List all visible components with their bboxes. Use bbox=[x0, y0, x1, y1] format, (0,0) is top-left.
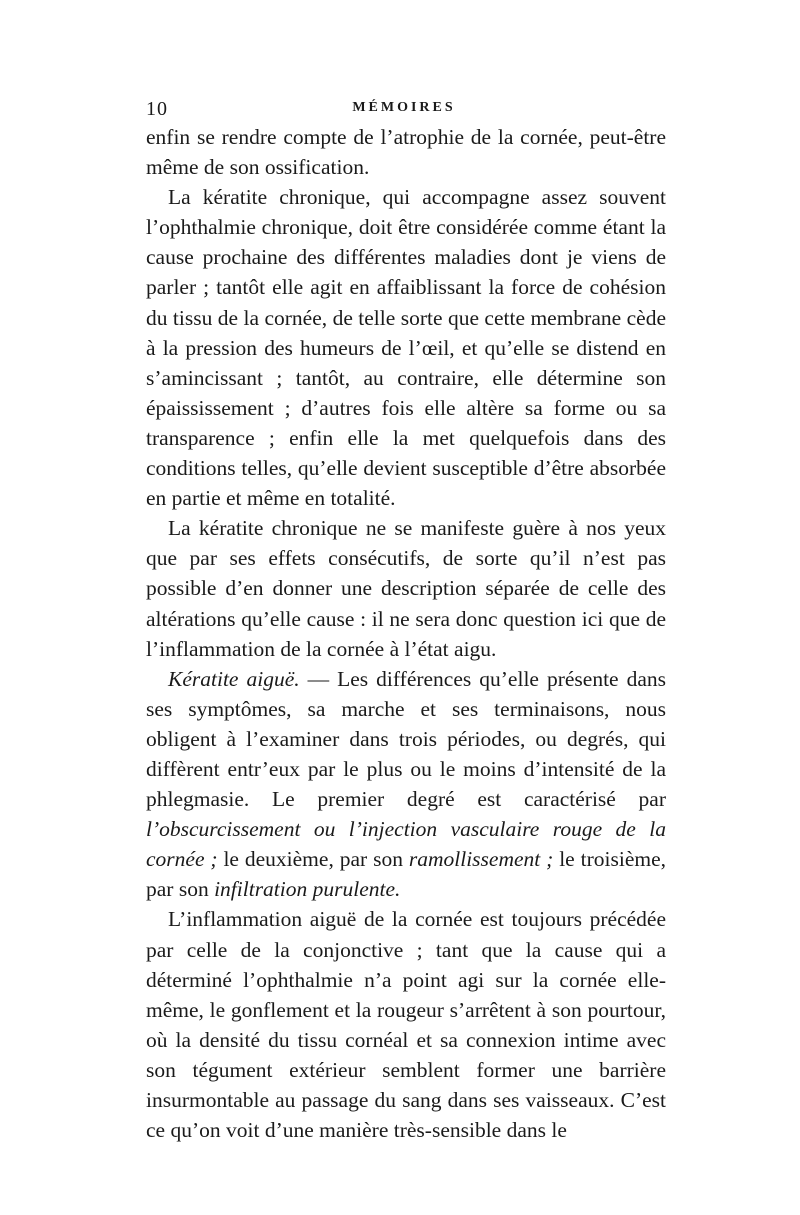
page-number: 10 bbox=[146, 98, 168, 120]
paragraph-4-text-c: le troisième, par son bbox=[146, 847, 667, 902]
paragraph-5: L’inflammation aiguë de la cornée est toujours précédée par celle de la conjonctive ; tant que la cause qui a déterminé l’ophthalmie n’a point agi sur la cornée elle-même, le gonflement et la rougeur s’arrêtent à son pourtour, où la densité du tissu cornéal et sa connexion intime avec son tégument extérieur semblent former une barrière insurmontable au passage du sang dans ses vaisseaux. C’est ce qu’on voit d’une manière très-sensible dans le bbox=[146, 907, 666, 1143]
section-title: Kératite aiguë. bbox=[168, 666, 300, 691]
body-text bbox=[146, 122, 666, 1145]
paragraph-2: La kératite chronique, qui accompagne assez souvent l’ophthalmie chronique, doit être considérée comme étant la cause prochaine des différentes maladies dont je viens de parler ; tantôt elle agit en affaiblissant la force de cohésion du tissu de la cornée, de telle sorte que cette membrane cède à la pression des humeurs de l’œil, et qu’elle se distend en s’amincissant ; tantôt, au contraire, elle détermine son épaississement ; d’autres fois elle altère sa forme ou sa transparence ; enfin elle la met quelquefois dans des conditions telles, qu’elle devient susceptible d’être absorbée en partie et même en totalité. bbox=[146, 185, 666, 511]
running-head: MÉMOIRES bbox=[352, 100, 456, 115]
paragraph-4-text-b: le deuxième, par son bbox=[217, 847, 409, 872]
paragraph-4-text-a: — Les différences qu’elle présente dans ses symptômes, sa marche et ses terminaisons, nous obligent à l’examiner dans trois périodes, ou degrés, qui diffèrent entr’eux par le plus ou le moins d’intensité de la phlegmasie. Le premier degré est caractérisé par bbox=[146, 666, 666, 812]
paragraph-4 bbox=[146, 664, 666, 905]
paragraph-4-em-b: ramollissement ; bbox=[408, 847, 554, 872]
paragraph-3: La kératite chronique ne se manifeste guère à nos yeux que par ses effets consécutifs, de sorte qu’il n’est pas possible d’en donner une description séparée de celle des altérations qu’elle cause : il ne sera donc question ici que de l’inflammation de la cornée à l’état aigu. bbox=[146, 516, 666, 661]
paragraph-1: enfin se rendre compte de l’atrophie de la cornée, peut-être même de son ossification. bbox=[146, 125, 666, 180]
page-header bbox=[146, 98, 662, 124]
paragraph-4-em-a: l’obscurcissement ou l’injection vasculaire rouge de la cornée ; bbox=[146, 817, 666, 872]
paragraph-4-em-c: infiltration purulente. bbox=[214, 877, 401, 902]
